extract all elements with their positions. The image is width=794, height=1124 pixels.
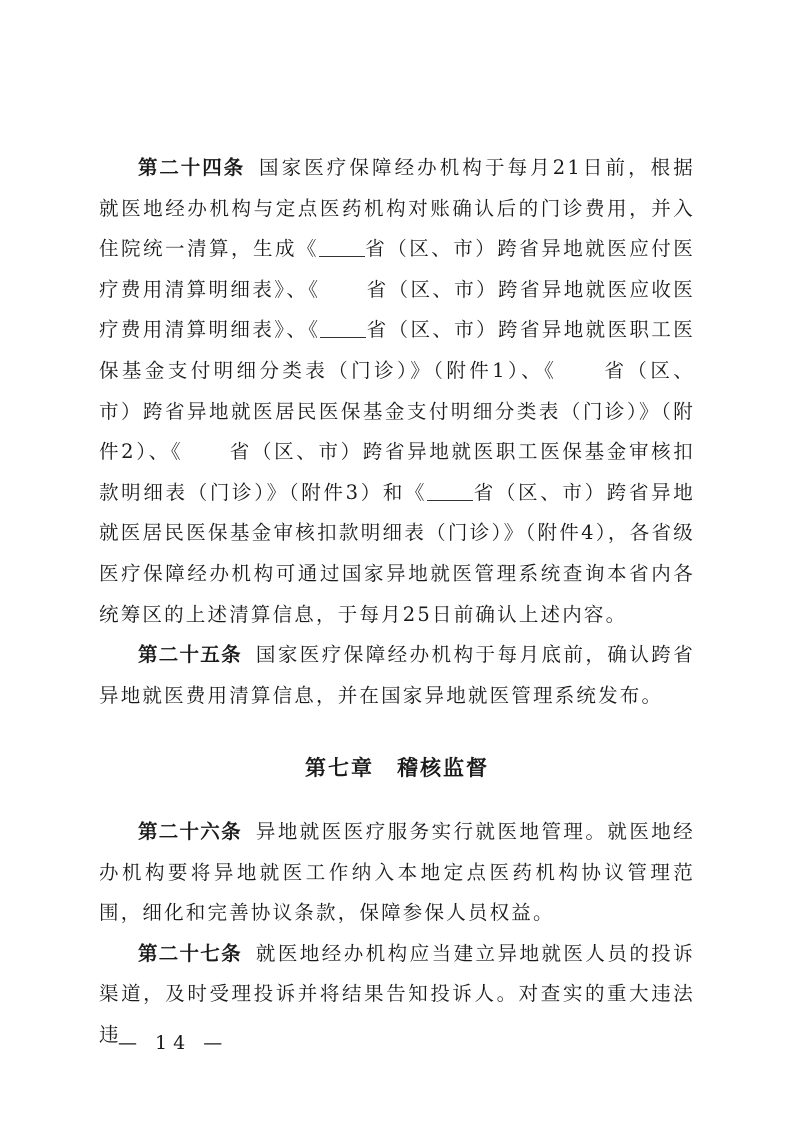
article-25-text: 国家医疗保障经办机构于每月底前，确认跨省异地就医费用清算信息，并在国家异地就医管理系统发布。 xyxy=(99,643,695,707)
fill-blank-3 xyxy=(320,318,366,339)
article-24 xyxy=(99,148,695,635)
article-26-title: 第二十六条 xyxy=(138,820,242,843)
article-24-title: 第二十四条 xyxy=(138,156,245,179)
article-25 xyxy=(99,635,695,716)
article-24-text-2: 省（区、市）跨省异地就医应付医疗费用清算明细表》、《 xyxy=(99,237,695,301)
fill-blank-2 xyxy=(320,278,366,298)
chapter-heading: 第七章 稽核监督 xyxy=(305,755,489,780)
fill-blank-6 xyxy=(427,480,473,501)
article-24-text-1: 国家医疗保障经办机构于每月21日前，根据就医地经办机构与定点医药机构对账确认后的门诊费用，并入住院统一清算，生成《 xyxy=(99,156,695,261)
article-24-text-6: 省（区、市）跨省异地就医职工医保基金审核扣款明细表（门诊）》（附件3）和《 xyxy=(99,440,695,504)
fill-blank-5 xyxy=(183,441,229,461)
fill-blank-4 xyxy=(557,359,603,379)
article-24-text-5: 省（区、市）跨省异地就医居民医保基金支付明细分类表（门诊）》（附件2）、《 xyxy=(99,358,695,464)
article-24-text-7: 省（区、市）跨省异地就医居民医保基金审核扣款明细表（门诊）》（附件4），各省级医疗保障经办机构可通过国家异地就医管理系统查询本省内各统筹区的上述清算信息，于每月25日前确认上述内容。 xyxy=(99,480,695,626)
article-24-text-3: 省（区、市）跨省异地就医应收医疗费用清算明细表》、《 xyxy=(99,277,695,342)
article-26-text: 异地就医医疗服务实行就医地管理。就医地经办机构要将异地就医工作纳入本地定点医药机构协议管理范围，细化和完善协议条款，保障参保人员权益。 xyxy=(99,820,695,925)
article-26 xyxy=(99,812,695,934)
page-number: — 14 — xyxy=(118,1032,229,1054)
fill-blank-1 xyxy=(319,237,365,258)
article-25-title: 第二十五条 xyxy=(138,643,242,667)
article-24-text-4: 省（区、市）跨省异地就医职工医保基金支付明细分类表（门诊）》（附件1）、《 xyxy=(99,318,695,382)
section-after-chapter xyxy=(99,812,695,1056)
section-before-chapter xyxy=(99,148,695,716)
article-27-title: 第二十七条 xyxy=(138,941,242,965)
article-27-text: 就医地经办机构应当建立异地就医人员的投诉渠道，及时受理投诉并将结果告知投诉人。对查实的重大违法违 xyxy=(99,941,695,1046)
